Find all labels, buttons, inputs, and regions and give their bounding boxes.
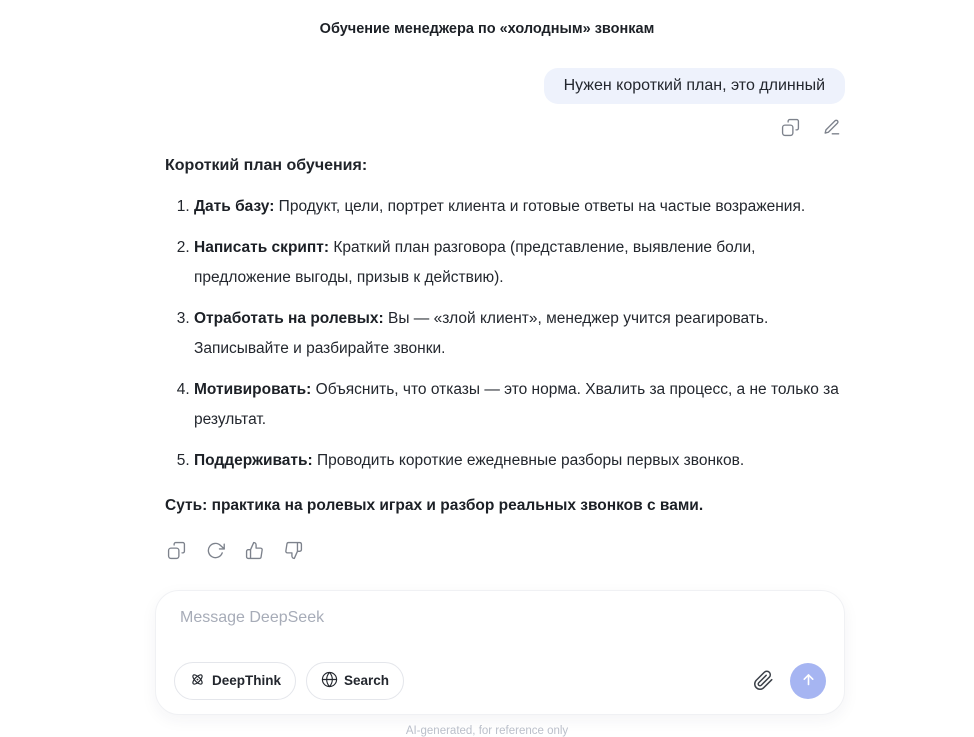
edit-icon[interactable] <box>822 118 841 137</box>
deepthink-label: DeepThink <box>212 673 282 688</box>
ai-disclaimer: AI-generated, for reference only <box>405 724 569 737</box>
assistant-message <box>155 157 845 560</box>
search-button[interactable] <box>306 662 404 700</box>
user-message-bubble: Нужен короткий план, это длинный <box>544 68 845 104</box>
composer-toolbar <box>170 662 830 702</box>
search-label: Search <box>344 673 390 688</box>
copy-icon[interactable] <box>167 541 186 560</box>
regenerate-icon[interactable] <box>206 541 225 560</box>
composer-right-actions <box>753 663 826 699</box>
list-item: 5. Поддерживать: Проводить короткие ежедневные разборы первых звонков. <box>194 446 845 475</box>
send-button[interactable] <box>790 663 826 699</box>
paperclip-icon[interactable] <box>753 670 774 691</box>
assistant-list <box>165 192 845 476</box>
user-message-actions <box>155 118 845 137</box>
user-message-row <box>155 68 845 104</box>
chat-column <box>155 68 845 715</box>
atom-icon <box>189 671 206 691</box>
assistant-actions <box>165 541 845 560</box>
message-composer <box>155 590 845 715</box>
message-input[interactable] <box>170 607 830 651</box>
globe-icon <box>321 671 338 691</box>
list-item: 2. Написать скрипт: Краткий план разговора (представление, выявление боли, предложение выгоды, призыв к действию). <box>194 233 845 292</box>
copy-icon[interactable] <box>781 118 800 137</box>
chat-title: Обучение менеджера по «холодным» звонкам <box>319 21 655 37</box>
list-item: 4. Мотивировать: Объяснить, что отказы — это норма. Хвалить за процесс, а не только за результат. <box>194 375 845 434</box>
list-item: 1. Дать базу: Продукт, цели, портрет клиента и готовые ответы на частые возражения. <box>194 192 845 221</box>
deepthink-button[interactable] <box>174 662 296 700</box>
assistant-heading: Короткий план обучения: <box>165 157 368 174</box>
thumbs-up-icon[interactable] <box>245 541 264 560</box>
list-item: 3. Отработать на ролевых: Вы — «злой клиент», менеджер учится реагировать. Записывайте и разбирайте звонки. <box>194 304 845 363</box>
assistant-summary: Суть: практика на ролевых играх и разбор реальных звонков с вами. <box>165 496 704 514</box>
arrow-up-icon <box>800 671 817 691</box>
thumbs-down-icon[interactable] <box>284 541 303 560</box>
